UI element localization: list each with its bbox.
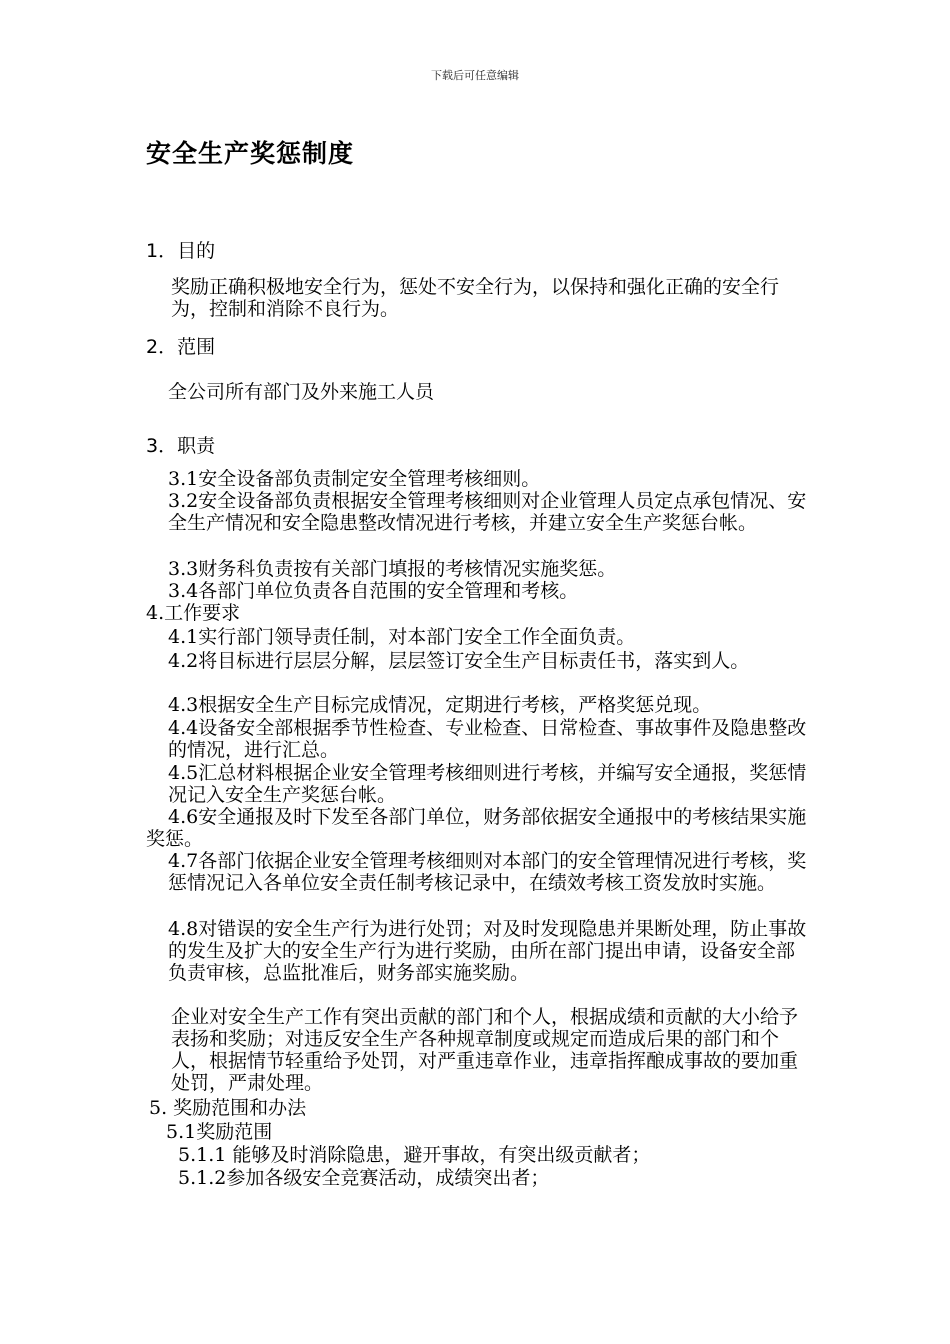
clause-4-4: 4.4设备安全部根据季节性检查、专业检查、日常检查、事故事件及隐患整改的情况，进行汇总。 — [168, 717, 807, 761]
section-1-text: 奖励正确积极地安全行为，惩处不安全行为，以保持和强化正确的安全行为，控制和消除不良行为。 — [171, 276, 780, 320]
clause-5-1-1: 5.1.1 能够及时消除隐患，避开事故，有突出级贡献者； — [178, 1144, 651, 1166]
clause-3-2: 3.2安全设备部负责根据安全管理考核细则对企业管理人员定点承包情况、安全生产情况和安全隐患整改情况进行考核，并建立安全生产奖惩台帐。 — [168, 490, 807, 534]
clause-4-1: 4.1实行部门领导责任制，对本部门安全工作全面负责。 — [168, 626, 636, 648]
document-title: 安全生产奖惩制度 — [146, 139, 355, 168]
section-2-text: 全公司所有部门及外来施工人员 — [168, 381, 435, 403]
section-5-heading: 5. 奖励范围和办法 — [149, 1097, 307, 1119]
clause-4-8: 4.8对错误的安全生产行为进行处罚；对及时发现隐患并果断处理，防止事故的发生及扩大的安全生产行为进行奖励，由所在部门提出申请，设备安全部负责审核，总监批准后，财务部实施奖励。 — [168, 918, 807, 984]
section-2-heading: 2．范围 — [146, 336, 216, 358]
clause-3-4: 3.4各部门单位负责各自范围的安全管理和考核。 — [168, 580, 579, 602]
section-4-paragraph: 企业对安全生产工作有突出贡献的部门和个人，根据成绩和贡献的大小给予表扬和奖励；对违反安全生产各种规章制度或规定而造成后果的部门和个人，根据情节轻重给予处罚，对严重违章作业，违章指挥酿成事故的要加重处罚，严肃处理。 — [171, 1006, 799, 1094]
clause-4-6: 4.6安全通报及时下发至各部门单位，财务部依据安全通报中的考核结果实施奖惩。 — [146, 806, 807, 850]
clause-4-5: 4.5汇总材料根据企业安全管理考核细则进行考核，并编写安全通报，奖惩情况记入安全生产奖惩台帐。 — [168, 762, 807, 806]
section-3-heading: 3．职责 — [146, 435, 216, 457]
clause-3-1: 3.1安全设备部负责制定安全管理考核细则。 — [168, 468, 541, 490]
clause-5-1: 5.1奖励范围 — [166, 1121, 273, 1143]
clause-4-2: 4.2将目标进行层层分解，层层签订安全生产目标责任书，落实到人。 — [168, 650, 750, 672]
clause-4-3: 4.3根据安全生产目标完成情况，定期进行考核，严格奖惩兑现。 — [168, 694, 712, 716]
header-note: 下载后可任意编辑 — [431, 69, 519, 82]
section-1-heading: 1．目的 — [146, 240, 216, 262]
clause-3-3: 3.3财务科负责按有关部门填报的考核情况实施奖惩。 — [168, 558, 617, 580]
clause-4-7: 4.7各部门依据企业安全管理考核细则对本部门的安全管理情况进行考核，奖惩情况记入各单位安全责任制考核记录中，在绩效考核工资发放时实施。 — [168, 850, 807, 894]
clause-5-1-2: 5.1.2参加各级安全竞赛活动，成绩突出者； — [178, 1167, 550, 1189]
section-4-heading: 4.工作要求 — [146, 602, 241, 624]
